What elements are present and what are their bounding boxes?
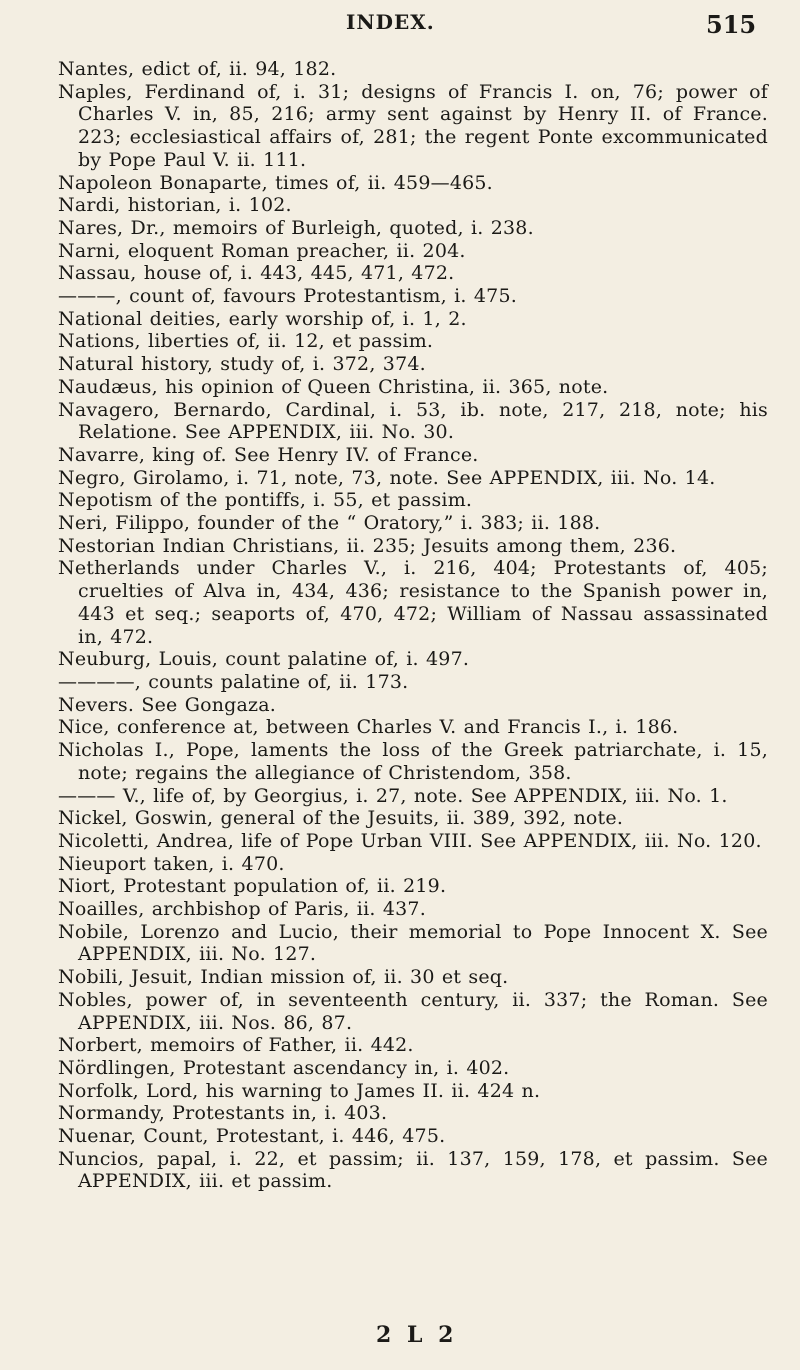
index-entry: Nestorian Indian Christians, ii. 235; Jesuits among them, 236. [58, 534, 677, 557]
index-entry: Noailles, archbishop of Paris, ii. 437. [58, 898, 426, 921]
index-entry: Nice, conference at, between Charles V. and Francis I., i. 186. [58, 716, 679, 739]
index-entry: Netherlands under Charles V., i. 216, 404; Protestants of, 405; cruelties of Alva in, 434, 436; resistance to the Spanish power in, 443 et seq.; seaports of, 470, 472; William of Nassau assassinated in, 472. [58, 557, 768, 648]
index-entry: Nardi, historian, i. 102. [58, 194, 292, 217]
index-entry: National deities, early worship of, i. 1, 2. [58, 307, 467, 330]
running-head [0, 10, 800, 50]
index-entry: Natural history, study of, i. 372, 374. [58, 353, 426, 376]
index-entry: Nobili, Jesuit, Indian mission of, ii. 30 et seq. [58, 966, 509, 989]
index-entry: Napoleon Bonaparte, times of, ii. 459—465. [58, 171, 493, 194]
index-entry: Nantes, edict of, ii. 94, 182. [58, 58, 337, 80]
index-entry: Negro, Girolamo, i. 71, note, 73, note. See APPENDIX, iii. No. 14. [58, 466, 716, 489]
index-entry: Nördlingen, Protestant ascendancy in, i. 402. [58, 1056, 510, 1079]
index-entry: Nations, liberties of, ii. 12, et passim. [58, 330, 434, 353]
index-entry: Nobile, Lorenzo and Lucio, their memorial to Pope Innocent X. See APPENDIX, iii. No. 127. [58, 920, 768, 966]
index-entry: Nassau, house of, i. 443, 445, 471, 472. [58, 262, 455, 285]
index-entry: Naples, Ferdinand of, i. 31; designs of Francis I. on, 76; power of Charles V. in, 85, 216; army sent against by Henry II. of France. 223; ecclesiastical affairs of, 281; the regent Ponte excommunicated by Pope Paul V. ii. 111. [58, 80, 768, 171]
index-entry: Nares, Dr., memoirs of Burleigh, quoted, i. 238. [58, 216, 534, 239]
index-entry: Niort, Protestant population of, ii. 219. [58, 875, 447, 898]
index-entry: Nieuport taken, i. 470. [58, 852, 285, 875]
index-entry: Navarre, king of. See Henry IV. of France. [58, 443, 479, 466]
index-entries [58, 58, 768, 1193]
index-entry: Nicholas I., Pope, laments the loss of the Greek patriarchate, i. 15, note; regains the allegiance of Christendom, 358. [58, 739, 768, 784]
index-entry: ———, count of, favours Protestantism, i. 475. [58, 285, 517, 308]
page-number: 515 [706, 10, 757, 39]
index-entry: Nicoletti, Andrea, life of Pope Urban VIII. See APPENDIX, iii. No. 120. [58, 829, 762, 852]
running-title: INDEX. [346, 10, 435, 34]
index-entry: ————, counts palatine of, ii. 173. [58, 670, 409, 693]
signature-mark: 2 L 2 [376, 1322, 458, 1348]
index-entry: ——— V., life of, by Georgius, i. 27, note. See APPENDIX, iii. No. 1. [58, 784, 728, 807]
index-entry: Narni, eloquent Roman preacher, ii. 204. [58, 239, 466, 262]
index-entry: Neri, Filippo, founder of the “ Oratory,” i. 383; ii. 188. [58, 512, 601, 535]
index-entry: Neuburg, Louis, count palatine of, i. 497. [58, 648, 470, 671]
index-entry: Naudæus, his opinion of Queen Christina, ii. 365, note. [58, 375, 609, 398]
index-entry: Nickel, Goswin, general of the Jesuits, ii. 389, 392, note. [58, 807, 624, 830]
index-entry: Nepotism of the pontiffs, i. 55, et passim. [58, 489, 473, 512]
index-entry: Norfolk, Lord, his warning to James II. ii. 424 n. [58, 1079, 541, 1102]
index-entry: Normandy, Protestants in, i. 403. [58, 1102, 388, 1125]
index-entry: Nuenar, Count, Protestant, i. 446, 475. [58, 1125, 446, 1148]
index-entry: Norbert, memoirs of Father, ii. 442. [58, 1034, 414, 1057]
index-entry: Navagero, Bernardo, Cardinal, i. 53, ib. note, 217, 218, note; his Relatione. See APPENDIX, iii. No. 30. [58, 398, 768, 444]
index-entry: Nobles, power of, in seventeenth century, ii. 337; the Roman. See APPENDIX, iii. Nos. 86, 87. [58, 988, 768, 1034]
index-entry: Nuncios, papal, i. 22, et passim; ii. 137, 159, 178, et passim. See APPENDIX, iii. et passim. [58, 1147, 768, 1193]
index-entry: Nevers. See Gongaza. [58, 693, 277, 716]
